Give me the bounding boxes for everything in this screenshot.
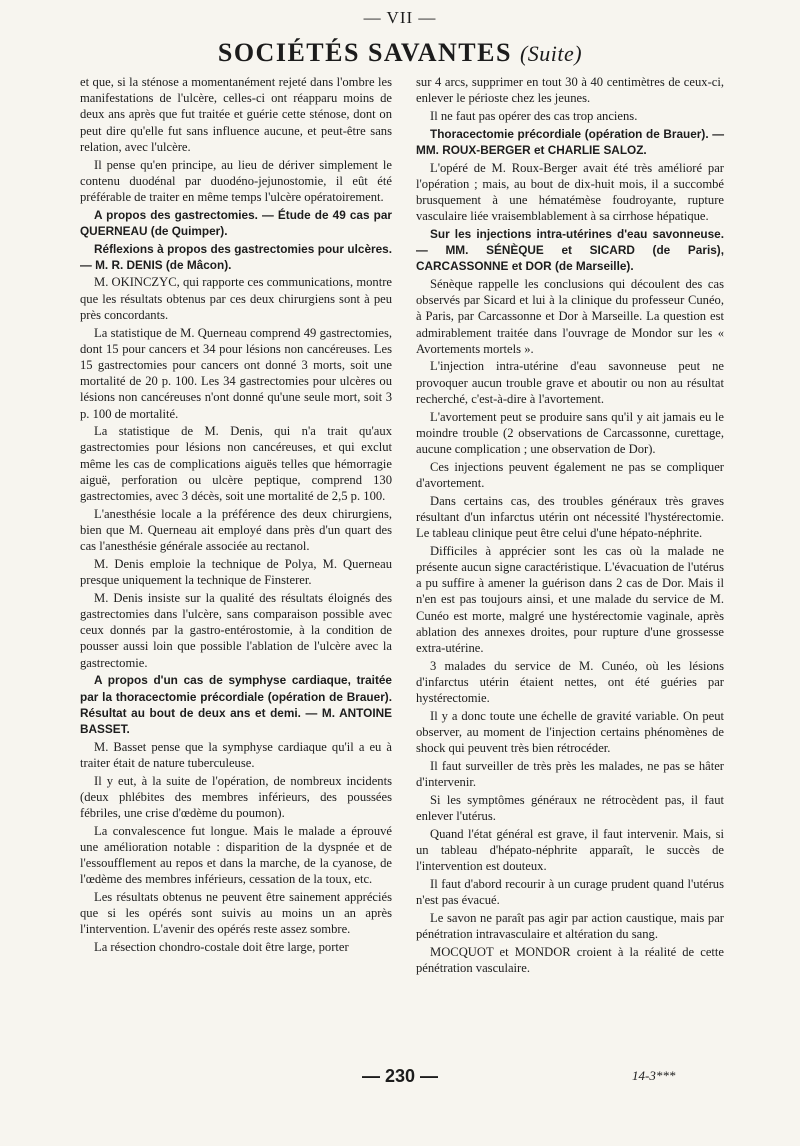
paragraph: L'anesthésie locale a la préférence des deux chirurgiens, bien que M. Querneau ait employé dans près d'un quart des cas l'anesthésie générale associée au rectanol. [80, 506, 392, 554]
page-roman-number: — VII — [363, 8, 437, 27]
printer-signature: 14-3*** [632, 1068, 676, 1083]
paragraph: M. Basset pense que la symphyse cardiaque qu'il a eu à traiter était de nature tuberculeuse. [80, 739, 392, 770]
paragraph: Ces injections peuvent également ne pas se compliquer d'avortement. [416, 459, 724, 490]
paragraph: Il pense qu'en principe, au lieu de dériver simplement le contenu duodénal par duodéno-jejunostomie, il eût été préférable de traiter en même temps l'ulcère opératoirement. [80, 157, 392, 204]
section-heading: Sur les injections intra-utérines d'eau savonneuse. — MM. SÉNÈQUE et SICARD (de Paris), CARCASSONNE et DOR (de Marseille). [416, 226, 724, 274]
paragraph: M. Denis emploie la technique de Polya, M. Querneau presque uniquement la technique de Finsterer. [80, 556, 392, 588]
paragraph: La convalescence fut longue. Mais le malade a éprouvé une amélioration notable : disparition de la dyspnée et de l'essoufflement au repos et dans la marche, de la cyanose, de l'œdème des membres inférieurs, cessation de la toux, etc. [80, 823, 392, 887]
paragraph: et que, si la sténose a momentanément rejeté dans l'ombre les manifestations de l'ulcère, celles-ci ont réapparu moins de deux ans après que fut traitée et guérie cette sténose, dont on peut dire qu'elle fut sans influence aucune, et peut-être sans relation, avec l'ulcère. [80, 75, 392, 154]
paragraph: Quand l'état général est grave, il faut intervenir. Mais, si un tableau d'hépato-néphrite apparaît, le succès de l'intervention est douteux. [416, 826, 724, 874]
section-heading: Réflexions à propos des gastrectomies pour ulcères. — M. R. DENIS (de Mâcon). [80, 241, 392, 272]
section-heading: A propos des gastrectomies. — Étude de 49 cas par QUERNEAU (de Quimper). [80, 207, 392, 238]
paragraph: Les résultats obtenus ne peuvent être sainement appréciés que si les opérés sont suivis au moins un an après l'intervention. L'avenir des opérés reste assez sombre. [80, 889, 392, 937]
running-title-main: SOCIÉTÉS SAVANTES [217, 38, 512, 67]
paragraph: MOCQUOT et MONDOR croient à la réalité de cette pénétration vasculaire. [416, 944, 724, 975]
paragraph: L'injection intra-utérine d'eau savonneuse peut ne provoquer aucun trouble grave et aboutir ou non au résultat recherché, c'est-à-dire à l'avortement. [416, 359, 724, 406]
running-title [0, 38, 800, 68]
paragraph: Il faut surveiller de très près les malades, ne pas se hâter d'intervenir. [416, 758, 724, 790]
page-folio: — 230 — [361, 1066, 439, 1086]
right-column [416, 74, 724, 977]
paragraph: L'avortement peut se produire sans qu'il y ait jamais eu le moindre trouble (2 observations de Carcassonne, curettage, aucune complication ; une observation de Dor). [416, 409, 724, 456]
paragraph: 3 malades du service de M. Cunéo, où les lésions d'infarctus utérin étaient nettes, ont été guéries par hystérectomie. [416, 658, 724, 706]
paragraph: Si les symptômes généraux ne rétrocèdent pas, il faut enlever l'utérus. [416, 792, 724, 823]
paragraph: Sénèque rappelle les conclusions qui découlent des cas observés par Sicard et lui à la clinique du professeur Cunéo, à Paris, par Carcassonne et Dor à Marseille. La question est admirablement traitée dans l'ouvrage de Mondor sur les « Avortements mortels ». [416, 276, 724, 356]
paragraph: La résection chondro-costale doit être large, porter [94, 940, 349, 955]
paragraph: L'opéré de M. Roux-Berger avait été très amélioré par l'opération ; mais, au bout de dix-huit mois, il a succombé brusquement à une hématémèse foudroyante, rupture vasculaire liée vraisemblablement à sa cirrhose hépatique. [416, 160, 724, 224]
running-title-suite: (Suite) [519, 41, 583, 66]
left-column [80, 74, 392, 957]
paragraph: La statistique de M. Querneau comprend 49 gastrectomies, dont 15 pour cancers et 34 pour lésions non cancéreuses. Les 15 gastrectomies pour cancers ont donné 3 morts, soit une mortalité de 20 p. 100. Les 34 gastrectomies pour ulcères ou lésions non cancéreuses n'ont donné qu'une seule mort, soit 3 p. 100 de mortalité. [80, 325, 392, 421]
paragraph: M. Denis insiste sur la qualité des résultats éloignés des gastrectomies dans l'ulcère, sans comparaison possible avec ceux donnés par la gastro-entérostomie, à la condition de pousser aussi loin que possible l'ablation de l'ulcère avec la gastrectomie. [80, 590, 392, 670]
paragraph: Il faut d'abord recourir à un curage prudent quand l'utérus n'est pas évacué. [416, 876, 724, 907]
paragraph: Difficiles à apprécier sont les cas où la malade ne présente aucun signe caractéristique. L'évacuation de l'utérus a pu suffire à amener la guérison dans 2 cas de Dor. Mais il n'en est pas toujours ainsi, et une malade du service de M. Cunéo est morte, malgré une hystérectomie vaginale, après ablation des annexes droites, pour rupture d'une grossesse extra-utérine. [416, 543, 724, 655]
paragraph: Il y eut, à la suite de l'opération, de nombreux incidents (deux phlébites des membres inférieurs, des poussées fébriles, une crise d'œdème du poumon). [80, 773, 392, 820]
paragraph: Il y a donc toute une échelle de gravité variable. On peut observer, au moment de l'injection certains phénomènes de shock qui peuvent très bien rétrocéder. [416, 708, 724, 756]
paragraph: Il ne faut pas opérer des cas trop anciens. [430, 108, 638, 123]
section-heading: Thoracectomie précordiale (opération de Brauer). — MM. ROUX-BERGER et CHARLIE SALOZ. [416, 126, 724, 157]
paragraph: Dans certains cas, des troubles généraux très graves résultant d'un infarctus utérin ont nécessité l'hystérectomie. Le tableau clinique peut être celui d'une hépato-néphrite. [416, 493, 724, 540]
paragraph: M. OKINCZYC, qui rapporte ces communications, montre que les résultats obtenus par ces deux chirurgiens sont à peu près concordants. [80, 275, 392, 322]
section-heading: A propos d'un cas de symphyse cardiaque, traitée par la thoracectomie précordiale (opération de Brauer). Résultat au bout de deux ans et demi. — M. ANTOINE BASSET. [80, 673, 392, 736]
paragraph: La statistique de M. Denis, qui n'a trait qu'aux gastrectomies pour lésions non cancéreuses, et qui exclut même les cas de complications aiguës telles que hémorragie aiguë, perforation ou ulcère peptique, comprend 130 gastrectomies, avec 3 décès, soit une mortalité de 2,5 p. 100. [80, 424, 392, 504]
paragraph: Le savon ne paraît pas agir par action caustique, mais par pénétration intravasculaire et altération du sang. [416, 910, 724, 941]
paragraph: sur 4 arcs, supprimer en tout 30 à 40 centimètres de ceux-ci, enlever le périoste chez les jeunes. [416, 75, 724, 106]
